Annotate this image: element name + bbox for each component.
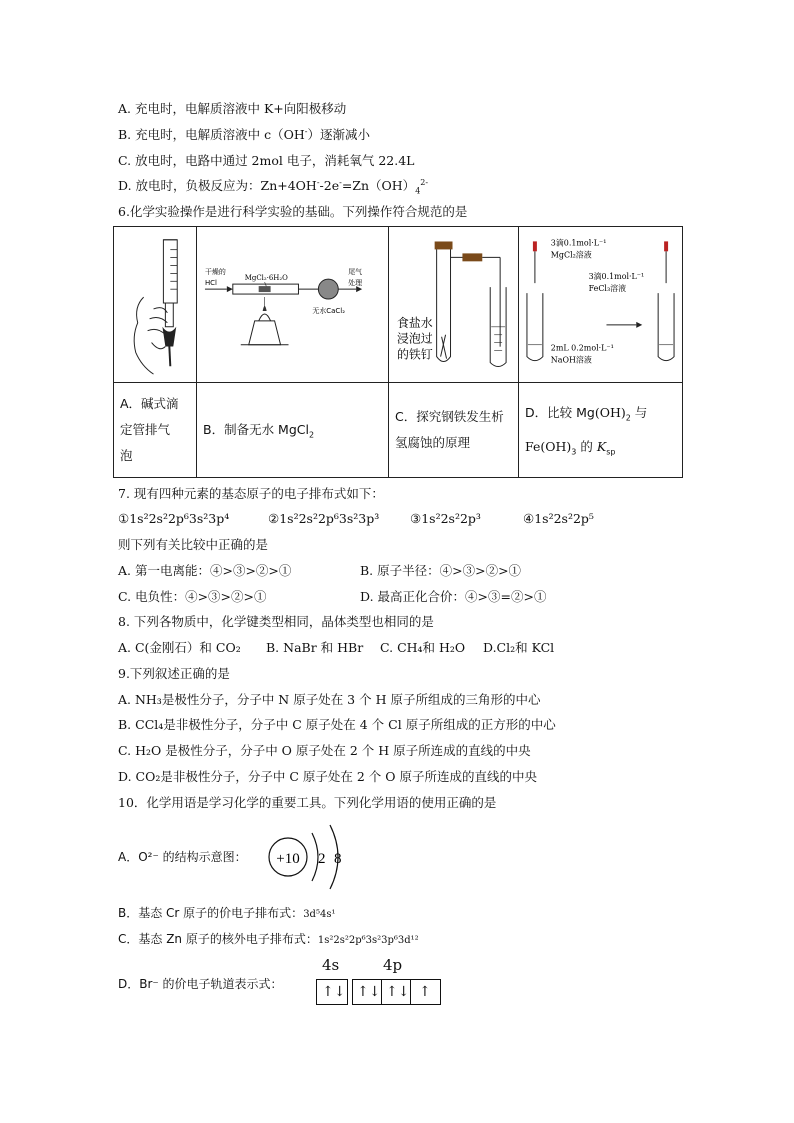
tail-gas-label-2: 处理 (348, 279, 363, 288)
dry-hcl-label-1: 干燥的 (204, 268, 226, 277)
burette-diagram (114, 227, 196, 382)
q6-stem: 6.化学实验操作是进行科学实验的基础。下列操作符合规范的是 (118, 204, 468, 219)
q5-option-b: B. 充电时，电解质溶液中 c（OH-）逐渐减小 (118, 126, 370, 142)
o2-structure-diagram (268, 823, 358, 891)
ksp-apparatus-diagram (519, 227, 682, 382)
dry-hcl-label-2: HCl (204, 279, 217, 288)
q10-option-b: B．基态 Cr 原子的价电子排布式：3d⁵4s¹ (118, 906, 336, 920)
q10-option-a-label: A．O²⁻ 的结构示意图： (118, 850, 247, 864)
q8-stem: 8. 下列各物质中，化学键类型相同，晶体类型也相同的是 (118, 614, 434, 629)
config-2: ②1s²2s²2p⁶3s²3p³ (268, 511, 380, 526)
salt-water-label-3: 的铁钉 (396, 347, 433, 362)
q7-then: 则下列有关比较中正确的是 (118, 537, 269, 552)
q8-option-b: B. NaBr 和 HBr (266, 640, 364, 655)
tail-gas-label-1: 尾气 (348, 268, 363, 277)
orbital-box-4p: ↑↓ ↑↓ ↑ (352, 979, 441, 1005)
q6-experiment-table (113, 226, 683, 478)
q10-stem: 10．化学用语是学习化学的重要工具。下列化学用语的使用正确的是 (118, 795, 497, 810)
config-1: ①1s²2s²2p⁶3s²3p⁴ (118, 511, 230, 526)
q8-option-c: C. CH₄和 H₂O (380, 640, 466, 655)
dehydration-apparatus-diagram (197, 227, 388, 382)
q9-stem: 9.下列叙述正确的是 (118, 666, 230, 681)
anhydrous-cacl2-label: 无水CaCl₂ (312, 306, 346, 315)
naoh-concentration: 2mL 0.2mol·L⁻¹ (550, 343, 614, 353)
corrosion-apparatus-diagram (389, 227, 518, 382)
salt-water-label-1: 食盐水 (396, 315, 433, 330)
q9-option-b: B. CCl₄是非极性分子，分子中 C 原子处在 4 个 Cl 原子所组成的正方形的中心 (118, 717, 556, 732)
q7-option-b: B. 原子半径：④>③>②>① (360, 563, 522, 578)
config-4: ④1s²2s²2p⁵ (523, 511, 594, 526)
q7-stem: 7. 现有四种元素的基态原子的电子排布式如下： (118, 486, 384, 501)
orbital-label-4s: 4s (322, 956, 340, 974)
salt-water-label-2: 浸泡过 (396, 331, 433, 346)
figure-ksp-comparison (519, 227, 683, 383)
nucleus-charge: +10 (276, 851, 300, 867)
q5-option-d: D. 放电时，负极反应为：$Zn+4OH^--2e^-=Zn(OH)_4^{2-}$ (118, 177, 429, 196)
q7-option-a: A. 第一电离能：④>③>②>① (118, 563, 292, 578)
q7-option-d: D. 最高正化合价：④>③=②>① (360, 589, 547, 604)
caption-b: B．制备无水 MgCl$_2$ (197, 383, 389, 478)
q5-option-c: C. 放电时，电路中通过 2mol 电子，消耗氧气 22.4L (118, 153, 415, 168)
naoh-name: NaOH溶液 (550, 355, 592, 365)
caption-d: D．比较 $Mg(OH)_2$ 与 $Fe(OH)_3$ 的 $K_{sp}$ (519, 383, 683, 478)
figure-iron-corrosion (389, 227, 519, 383)
caption-a: A．碱式滴 定管排气 泡 (114, 383, 197, 478)
figure-burette (114, 227, 197, 383)
mgcl2-hydrate-label: MgCl₂·6H₂O (244, 274, 288, 283)
q10-option-c: C．基态 Zn 原子的核外电子排布式：1s²2s²2p⁶3s²3p⁶3d¹² (118, 932, 419, 946)
reagent2-name: FeCl₃溶液 (588, 284, 627, 294)
q10-option-d-label: D．Br⁻ 的价电子轨道表示式： (118, 977, 283, 991)
orbital-box-4s: ↑↓ (316, 979, 348, 1005)
q9-option-a: A. NH₃是极性分子，分子中 N 原子处在 3 个 H 原子所组成的三角形的中心 (118, 692, 541, 707)
q9-option-c: C. H₂O 是极性分子，分子中 O 原子处在 2 个 H 原子所连成的直线的中央 (118, 743, 531, 758)
reagent2-concentration: 3滴0.1mol·L⁻¹ (588, 272, 645, 282)
q7-option-c: C. 电负性：④>③>②>① (118, 589, 267, 604)
reagent1-concentration: 3滴0.1mol·L⁻¹ (550, 238, 607, 248)
q9-option-d: D. CO₂是非极性分子，分子中 C 原子处在 2 个 O 原子所连成的直线的中央 (118, 769, 537, 784)
q8-option-a: A. C(金刚石）和 CO₂ (118, 640, 241, 655)
figure-mgcl2-dehydration (197, 227, 389, 383)
config-3: ③1s²2s²2p³ (410, 511, 481, 526)
shell-1-electrons: 2 (318, 851, 326, 867)
caption-c: C．探究钢铁发生析 氢腐蚀的原理 (389, 383, 519, 478)
orbital-label-4p: 4p (383, 956, 403, 974)
reagent1-name: MgCl₂溶液 (550, 250, 592, 260)
shell-2-electrons: 8 (334, 851, 342, 867)
q8-option-d: D.Cl₂和 KCl (483, 640, 555, 655)
q5-option-a: A. 充电时，电解质溶液中 K+向阳极移动 (118, 101, 347, 116)
